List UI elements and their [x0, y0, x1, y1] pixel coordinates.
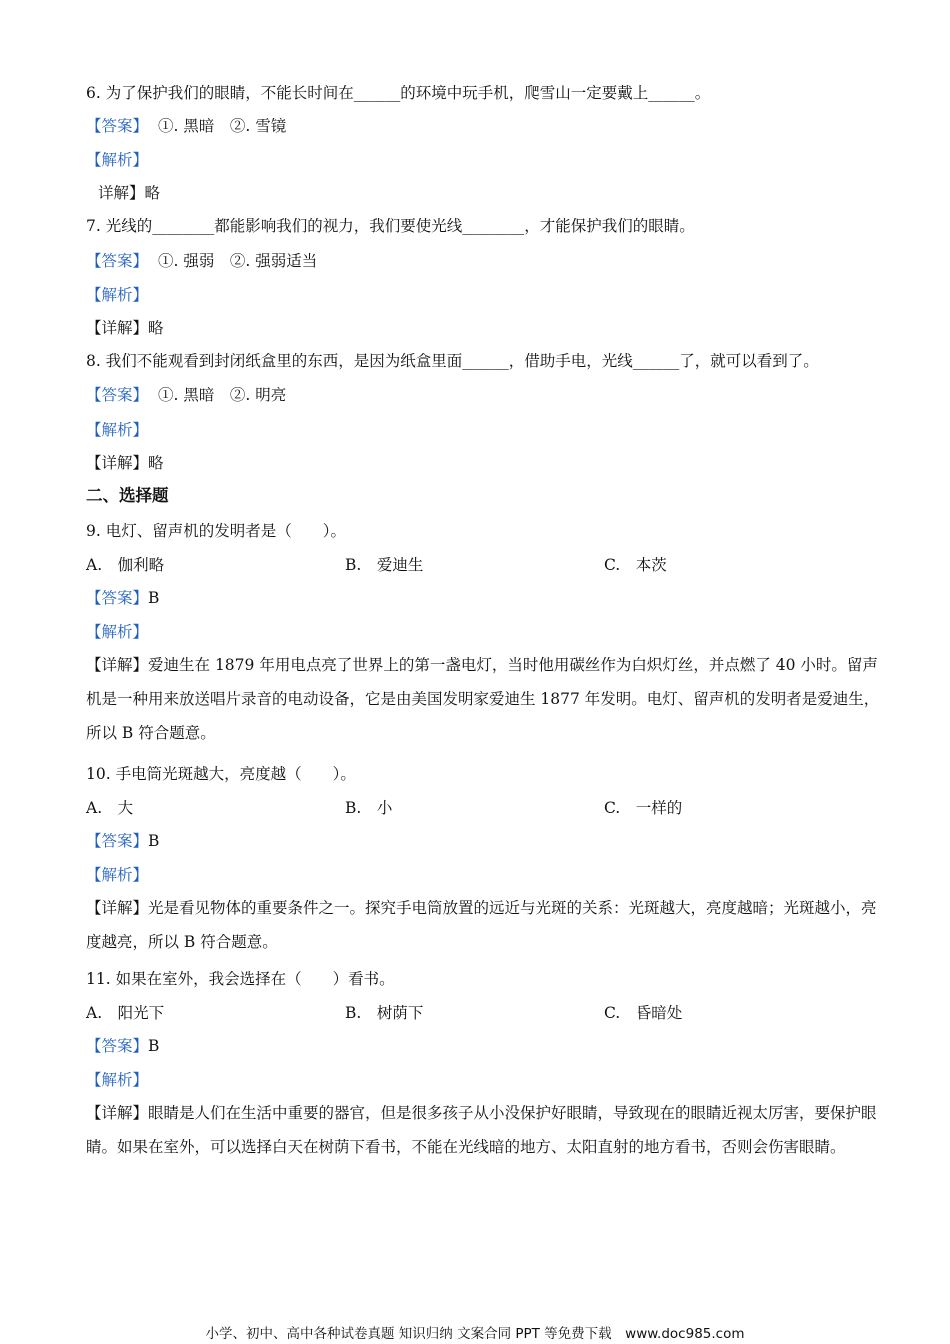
detail-tag: 【详解】 [86, 899, 149, 917]
q6-answer [86, 116, 890, 136]
footer-text: 小学、初中、高中各种试卷真题 知识归纳 文案合同 PPT 等免费下载 www.doc985.com [205, 1326, 745, 1342]
answer-tag: 【答案】 [86, 117, 149, 135]
detail-tag: 【详解】 [86, 656, 149, 674]
q6-question: 6. 为了保护我们的眼睛，不能长时间在______的环境中玩手机，爬雪山一定要戴上______。 [86, 84, 711, 102]
q10-option-c: C. 一样的 [604, 799, 683, 817]
q9-analysis-tag: 【解析】 [86, 623, 149, 641]
q7-answer [86, 251, 890, 271]
answer-tag: 【答案】 [86, 386, 149, 404]
q9-option-c: C. 本茨 [604, 556, 667, 574]
q10-detail [86, 891, 890, 959]
q10-analysis-tag: 【解析】 [86, 866, 149, 884]
q8-detail: 【详解】略 [86, 454, 164, 472]
detail-text: 眼睛是人们在生活中重要的器官，但是很多孩子从小没保护好眼睛，导致现在的眼睛近视太厉害，要保护眼睛。如果在室外，可以选择白天在树荫下看书，不能在光线暗的地方、太阳直射的地方看书，否则会伤害眼睛。 [86, 1104, 877, 1156]
q10-option-b: B. 小 [345, 799, 393, 817]
q11-option-b: B. 树荫下 [345, 1004, 424, 1022]
q9-question: 9. 电灯、留声机的发明者是（ ）。 [86, 522, 346, 540]
q9-option-b: B. 爱迪生 [345, 556, 424, 574]
answer-tag: 【答案】 [86, 252, 149, 270]
answer-text: B [148, 1037, 160, 1055]
answer-text: B [148, 589, 160, 607]
q11-analysis-tag: 【解析】 [86, 1071, 149, 1089]
q10-option-a: A. 大 [86, 799, 134, 817]
detail-text: 光是看见物体的重要条件之一。探究手电筒放置的远近与光斑的关系：光斑越大，亮度越暗；光斑越小，亮度越亮，所以 B 符合题意。 [86, 899, 877, 951]
q7-question: 7. 光线的________都能影响我们的视力，我们要使光线________，才能保护我们的眼睛。 [86, 217, 695, 235]
q7-analysis-tag: 【解析】 [86, 286, 149, 304]
answer-text: ①. 黑暗 ②. 明亮 [158, 386, 287, 404]
q11-option-c: C. 昏暗处 [604, 1004, 683, 1022]
q6-analysis-tag: 【解析】 [86, 151, 149, 169]
section-title: 二、选择题 [86, 486, 169, 505]
q7-detail: 【详解】略 [86, 319, 164, 337]
q8-analysis-tag: 【解析】 [86, 421, 149, 439]
answer-text: B [148, 832, 160, 850]
answer-tag: 【答案】 [86, 589, 149, 607]
answer-tag: 【答案】 [86, 832, 149, 850]
q8-question: 8. 我们不能观看到封闭纸盒里的东西，是因为纸盒里面______，借助手电，光线______了，就可以看到了。 [86, 352, 819, 370]
q11-question: 11. 如果在室外，我会选择在（ ）看书。 [86, 970, 395, 988]
q9-detail [86, 648, 890, 750]
q9-answer [86, 588, 890, 608]
q11-detail [86, 1096, 890, 1164]
q11-answer [86, 1036, 890, 1056]
q9-option-a: A. 伽利略 [86, 556, 165, 574]
answer-text: ①. 强弱 ②. 强弱适当 [158, 252, 318, 270]
q6-detail: 详解】略 [98, 184, 161, 202]
q8-answer [86, 385, 890, 405]
detail-tag: 【详解】 [86, 1104, 149, 1122]
answer-tag: 【答案】 [86, 1037, 149, 1055]
q10-answer [86, 831, 890, 851]
answer-text: ①. 黑暗 ②. 雪镜 [158, 117, 287, 135]
q10-question: 10. 手电筒光斑越大，亮度越（ ）。 [86, 765, 356, 783]
detail-text: 爱迪生在 1879 年用电点亮了世界上的第一盏电灯，当时他用碳丝作为白炽灯丝，并点燃了 40 小时。留声机是一种用来放送唱片录音的电动设备，它是由美国发明家爱迪生 1877 年发明。电灯、留声机的发明者是爱迪生，所以 B 符合题意。 [86, 656, 880, 742]
q11-option-a: A. 阳光下 [86, 1004, 165, 1022]
